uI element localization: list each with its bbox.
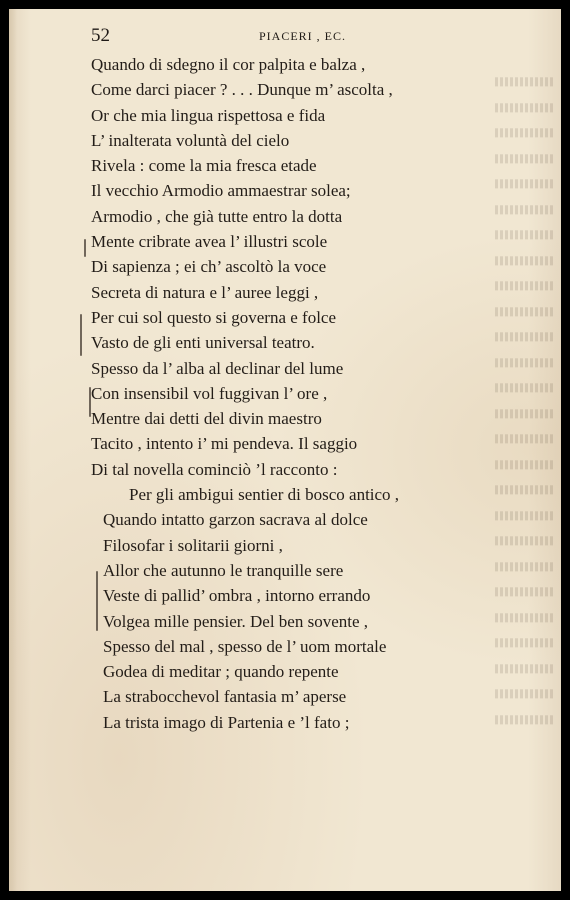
poem-line: Mentre dai detti del divin maestro — [91, 409, 322, 429]
page-gutter — [9, 9, 17, 891]
margin-pencil-mark — [84, 239, 86, 257]
poem-line: Vasto de gli enti universal teatro. — [91, 333, 315, 353]
poem-line: La strabocchevol fantasia m’ aperse — [103, 687, 347, 707]
poem-line: Or che mia lingua rispettosa e fida — [91, 105, 326, 125]
margin-pencil-mark — [96, 571, 98, 631]
poem-line: Il vecchio Armodio ammaestrar solea; — [91, 181, 351, 201]
poem-line: Per gli ambigui sentier di bosco antico , — [129, 485, 400, 505]
page-number: 52 — [91, 25, 110, 46]
poem-line: Con insensibil vol fuggivan l’ ore , — [91, 383, 328, 403]
running-head: PIACERI , EC. — [259, 29, 347, 43]
poem-line: Quando intatto garzon sacrava al dolce — [103, 510, 368, 530]
poem-line: Secreta di natura e l’ auree leggi , — [91, 282, 319, 302]
poem-line: Di tal novella cominciò ’l racconto : — [91, 459, 338, 479]
margin-pencil-mark — [80, 314, 82, 356]
poem-line: Armodio , che già tutte entro la dotta — [91, 206, 343, 226]
poem-line: Quando di sdegno il cor palpita e balza , — [91, 55, 366, 74]
poem-line: Spesso da l’ alba al declinar del lume — [91, 358, 344, 378]
poem-line: Di sapienza ; ei ch’ ascoltò la voce — [91, 257, 327, 277]
margin-pencil-mark — [89, 387, 91, 417]
page-header — [9, 23, 561, 47]
poem-line: Godea di meditar ; quando repente — [103, 662, 339, 682]
poem-line: Allor che autunno le tranquille sere — [103, 560, 344, 580]
book-page — [9, 9, 561, 891]
poem-line: Tacito , intento i’ mi pendeva. Il saggio — [91, 434, 358, 454]
poem-line: Spesso del mal , spesso de l’ uom mortale — [103, 636, 387, 656]
poem-line: Volgea mille pensier. Del ben sovente , — [103, 611, 369, 631]
poem-text — [91, 52, 491, 735]
poem-line: Mente cribrate avea l’ illustri scole — [91, 232, 328, 252]
show-through-text — [483, 69, 561, 749]
poem-line: Veste di pallid’ ombra , intorno errando — [103, 586, 371, 606]
poem-line: Rivela : come la mia fresca etade — [91, 156, 317, 176]
poem-line: Come darci piacer ? . . . Dunque m’ ascolta , — [91, 80, 393, 100]
poem-line: L’ inalterata voluntà del cielo — [91, 130, 290, 150]
poem-line: La trista imago di Partenia e ’l fato ; — [103, 712, 350, 732]
poem-line: Filosofar i solitarii giorni , — [103, 535, 283, 555]
poem-line: Per cui sol questo si governa e folce — [91, 307, 337, 327]
